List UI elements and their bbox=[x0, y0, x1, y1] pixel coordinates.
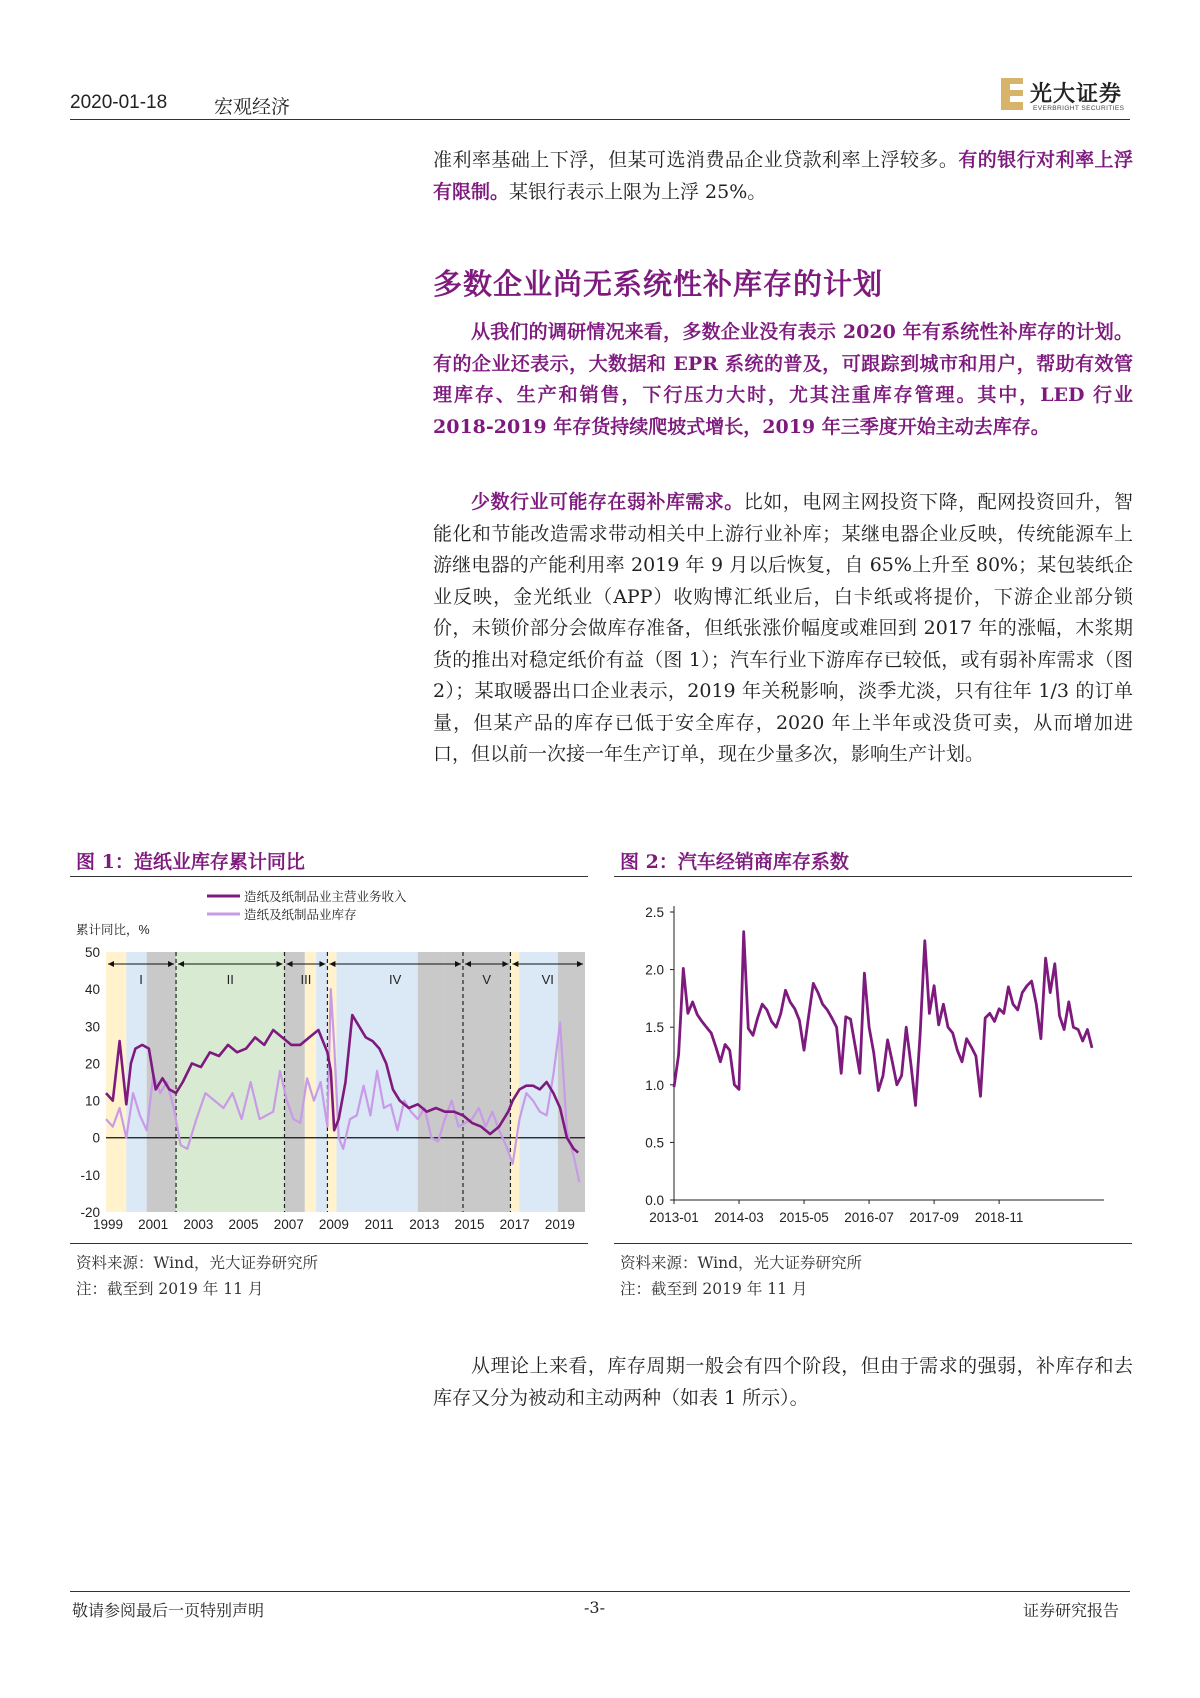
y-tick-label: 50 bbox=[84, 945, 100, 960]
logo-name: 光大证券 bbox=[1030, 81, 1123, 107]
phase-band-4 bbox=[284, 952, 304, 1212]
x-tick-label: 2017 bbox=[499, 1217, 530, 1232]
x-tick-label: 2003 bbox=[183, 1217, 214, 1232]
header-rule bbox=[70, 119, 1130, 120]
phase-label-III: III bbox=[300, 972, 312, 987]
paragraph-2-text: 比如，电网主网投资下降，配网投资回升，智能化和节能改造需求带动相关中上游行业补库；某继电器企业反映，传统能源车上游继电器的产能利用率 2019 年 9 月以后恢复，自 65%上升至 80%；某包装纸企业反映，金光纸业（APP）收购博汇纸业后，白卡纸或将提价，下游企业部分锁价，未锁价部分会做库存准备，但纸张涨价幅度或难回到 2017 年的涨幅，木浆期货的推出对稳定纸价有益（图 1）；汽车行业下游库存已较低，或有弱补库需求（图 2）；某取暖器出口企业表示，2019 年关税影响，淡季尤淡，只有往年 1/3 的订单量，但某产品的库存已低于安全库存，2020 年上半年或没货可卖，从而增加进口，但以前一次接一年生产订单，现在少量多次，影响生产计划。 bbox=[433, 491, 1133, 765]
x-tick-label: 2007 bbox=[273, 1217, 304, 1232]
x-tick-label: 2015 bbox=[454, 1217, 485, 1232]
figure-1-chart bbox=[70, 882, 590, 1242]
phase-label-V: V bbox=[482, 972, 492, 987]
phase-label-VI: VI bbox=[541, 972, 554, 987]
figure-2-title: 图 2：汽车经销商库存系数 bbox=[620, 851, 849, 873]
y-tick-label: 0.0 bbox=[645, 1193, 664, 1208]
y-tick-label: 0.5 bbox=[645, 1135, 664, 1151]
figure-2-chart bbox=[614, 882, 1132, 1242]
y-tick-label: -20 bbox=[80, 1205, 100, 1220]
intro-text-1: 准利率基础上下浮，但某可选消费品企业贷款利率上浮较多。 bbox=[433, 149, 959, 171]
phase-band-13 bbox=[558, 952, 585, 1212]
closing-paragraph: 从理论上来看，库存周期一般会有四个阶段，但由于需求的强弱，补库存和去库存又分为被动和主动两种（如表 1 所示）。 bbox=[433, 1355, 1133, 1409]
figure-2-rule bbox=[614, 876, 1132, 877]
y-tick-label: 20 bbox=[84, 1056, 100, 1072]
x-tick-label: 2005 bbox=[228, 1217, 259, 1232]
phase-label-IV: IV bbox=[389, 972, 402, 987]
section-paragraph-1: 从我们的调研情况来看，多数企业没有表示 2020 年有系统性补库存的计划。有的企业还表示，大数据和 EPR 系统的普及，可跟踪到城市和用户，帮助有效管理库存、生产和销售，下行压力大时，尤其注重库存管理。其中，LED 行业 2018-2019 年存货持续爬坡式增长，2019 年三季度开始主动去库存。 bbox=[433, 321, 1133, 438]
figure-1-bottom-rule bbox=[70, 1243, 588, 1244]
figure-1-rule bbox=[70, 876, 588, 877]
phase-band-8 bbox=[336, 952, 417, 1212]
series-line-inventory-coefficient bbox=[674, 932, 1092, 1106]
x-tick-label: 2016-07 bbox=[844, 1210, 894, 1225]
y-tick-label: 40 bbox=[84, 982, 100, 998]
y-tick-label: -10 bbox=[80, 1167, 100, 1183]
y-tick-label: 0 bbox=[92, 1130, 100, 1146]
header-category: 宏观经济 bbox=[214, 97, 291, 118]
page-number: -3- bbox=[584, 1598, 605, 1617]
figure-1-title: 图 1：造纸业库存累计同比 bbox=[76, 851, 305, 873]
legend-label-1: 造纸及纸制品业库存 bbox=[244, 908, 357, 922]
paragraph-2-emphasis: 少数行业可能存在弱补库需求。 bbox=[471, 491, 744, 513]
phase-band-9 bbox=[418, 952, 445, 1212]
footer-disclaimer: 敬请参阅最后一页特别声明 bbox=[72, 1601, 265, 1620]
logo-mark-icon bbox=[1001, 78, 1023, 110]
figure-1-note: 注：截至到 2019 年 11 月 bbox=[76, 1280, 264, 1298]
y-axis-label: 累计同比，% bbox=[76, 923, 150, 937]
y-tick-label: 10 bbox=[84, 1093, 100, 1109]
logo-subtitle: EVERBRIGHT SECURITIES bbox=[1033, 105, 1125, 112]
x-tick-label: 2019 bbox=[544, 1217, 575, 1232]
intro-paragraph bbox=[433, 145, 1133, 208]
x-tick-label: 2017-09 bbox=[909, 1210, 959, 1225]
phase-band-11 bbox=[510, 952, 519, 1212]
x-tick-label: 2013-01 bbox=[649, 1210, 699, 1225]
legend-label-0: 造纸及纸制品业主营业务收入 bbox=[244, 890, 407, 904]
x-tick-label: 2014-03 bbox=[714, 1210, 764, 1225]
figure-2-source: 资料来源：Wind，光大证券研究所 bbox=[620, 1254, 863, 1272]
y-tick-label: 2.5 bbox=[645, 905, 664, 920]
x-tick-label: 2015-05 bbox=[779, 1210, 829, 1225]
phase-band-3 bbox=[176, 952, 284, 1212]
intro-text-2: 某银行表示上限为上浮 25%。 bbox=[509, 180, 767, 203]
x-tick-label: 2018-11 bbox=[974, 1210, 1024, 1225]
intro-emphasis: 有的银行对利率上浮有限制。 bbox=[433, 149, 1133, 203]
header-date: 2020-01-18 bbox=[70, 92, 168, 113]
x-tick-label: 2009 bbox=[318, 1217, 349, 1232]
figure-2-note: 注：截至到 2019 年 11 月 bbox=[620, 1280, 808, 1298]
y-tick-label: 1.5 bbox=[645, 1020, 664, 1036]
x-tick-label: 2013 bbox=[409, 1217, 440, 1232]
figure-2-bottom-rule bbox=[614, 1243, 1132, 1244]
section-paragraph-2 bbox=[433, 487, 1133, 771]
footer-report-type: 证券研究报告 bbox=[1023, 1601, 1120, 1620]
y-tick-label: 30 bbox=[84, 1019, 100, 1035]
x-tick-label: 2011 bbox=[364, 1217, 394, 1232]
figure-1-source: 资料来源：Wind，光大证券研究所 bbox=[76, 1254, 319, 1272]
footer-rule bbox=[70, 1591, 1130, 1592]
x-tick-label: 2001 bbox=[138, 1217, 169, 1232]
phase-band-6 bbox=[316, 952, 327, 1212]
section-title: 多数企业尚无系统性补库存的计划 bbox=[433, 267, 884, 301]
x-tick-label: 1999 bbox=[92, 1217, 124, 1232]
phase-label-I: I bbox=[139, 972, 143, 987]
y-tick-label: 1.0 bbox=[645, 1077, 664, 1093]
phase-label-II: II bbox=[226, 972, 234, 987]
phase-band-10 bbox=[445, 952, 511, 1212]
y-tick-label: 2.0 bbox=[645, 962, 664, 978]
